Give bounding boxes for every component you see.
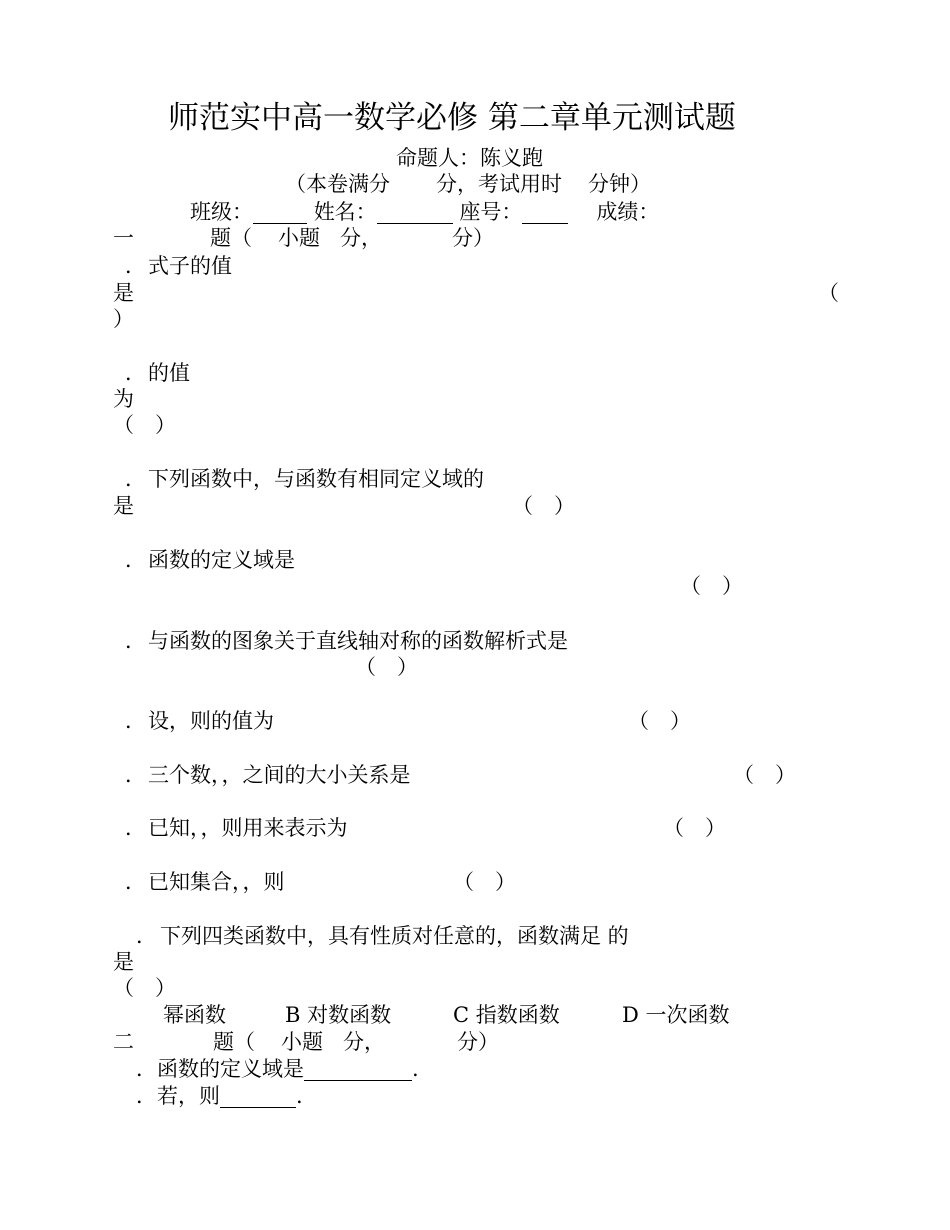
q7-paren: （ ） <box>733 763 796 787</box>
exam-info-time-unit: 分钟） <box>588 172 651 196</box>
q5-dot: ． <box>125 629 146 653</box>
q6-text: 设，则的值为 <box>148 709 274 733</box>
q6-dot: ． <box>125 709 146 733</box>
q1-dot: ． <box>125 254 146 278</box>
q1-paren-open: （ <box>818 281 839 305</box>
author-line: 命题人：陈义跑 <box>396 146 543 170</box>
q8-dot: ． <box>125 816 146 840</box>
q3-text: 下列函数中，与函数有相同定义域的 <box>148 467 484 491</box>
q2-dot: ． <box>125 361 146 385</box>
q1-text: 式子的值 <box>148 254 232 278</box>
q4-paren: （ ） <box>680 574 743 598</box>
q4-dot: ． <box>125 548 146 572</box>
q11-answer-blank[interactable] <box>304 1060 412 1081</box>
q10-dot: ． <box>136 924 157 948</box>
q9-text: 已知集合，，则 <box>148 870 285 894</box>
name-blank[interactable] <box>377 203 453 224</box>
q11-end: . <box>412 1057 419 1081</box>
q2-tail: 为 <box>113 387 134 411</box>
q6-paren: （ ） <box>628 709 691 733</box>
q10-text: 下列四类函数中，具有性质对任意的，函数满足 的 <box>160 924 629 948</box>
q10-option-a: 幂函数 <box>163 1003 226 1027</box>
section2-num: 二 <box>113 1030 134 1054</box>
name-label: 姓名： <box>313 200 377 224</box>
page-title: 师范实中高一数学必修 第二章单元测试题 <box>168 100 736 136</box>
class-label: 班级： <box>190 200 253 224</box>
q7-dot: ． <box>125 763 146 787</box>
q12-line <box>136 1084 303 1108</box>
q3-paren: （ ） <box>512 494 575 518</box>
q8-paren: （ ） <box>663 816 726 840</box>
q11-text: 函数的定义域是 <box>157 1057 304 1081</box>
q4-text: 函数的定义域是 <box>148 548 295 572</box>
exam-info-open: （本卷满分 <box>285 172 390 196</box>
grade-label: 成绩： <box>596 200 660 224</box>
q12-answer-blank[interactable] <box>220 1087 296 1108</box>
q11-line <box>136 1057 419 1081</box>
q1-paren-close: ） <box>113 307 134 331</box>
q3-tail: 是 <box>113 494 134 518</box>
q2-paren: （ ） <box>113 413 176 437</box>
seat-label: 座号： <box>459 200 523 224</box>
q5-text: 与函数的图象关于直线轴对称的函数解析式是 <box>148 629 568 653</box>
section2-heading: 题（ 小题 分， 分） <box>213 1030 499 1054</box>
q12-text: 若，则 <box>157 1084 220 1108</box>
q12-end: . <box>296 1084 303 1108</box>
q10-option-d: D 一次函数 <box>622 1003 730 1027</box>
exam-info-line <box>285 172 651 196</box>
q5-paren: （ ） <box>355 655 418 679</box>
q10-option-b: B 对数函数 <box>285 1003 392 1027</box>
q10-option-c: C 指数函数 <box>453 1003 560 1027</box>
q3-dot: ． <box>125 467 146 491</box>
q11-dot: ． <box>136 1057 157 1081</box>
seat-blank[interactable] <box>522 203 568 224</box>
q9-dot: ． <box>125 870 146 894</box>
q1-tail: 是 <box>113 281 134 305</box>
q10-paren: （ ） <box>113 976 176 1000</box>
q10-tail: 是 <box>113 950 134 974</box>
q9-paren: （ ） <box>453 870 516 894</box>
exam-info-score-unit: 分，考试用时 <box>436 172 562 196</box>
q12-dot: ． <box>136 1084 157 1108</box>
q7-text: 三个数，，之间的大小关系是 <box>148 763 411 787</box>
q2-text: 的值 <box>148 361 190 385</box>
section1-heading: 题（ 小题 分， 分） <box>210 226 494 250</box>
section1-num: 一 <box>113 226 134 250</box>
q8-text: 已知，，则用来表示为 <box>148 816 348 840</box>
class-blank[interactable] <box>253 203 307 224</box>
student-info-line <box>190 200 659 224</box>
